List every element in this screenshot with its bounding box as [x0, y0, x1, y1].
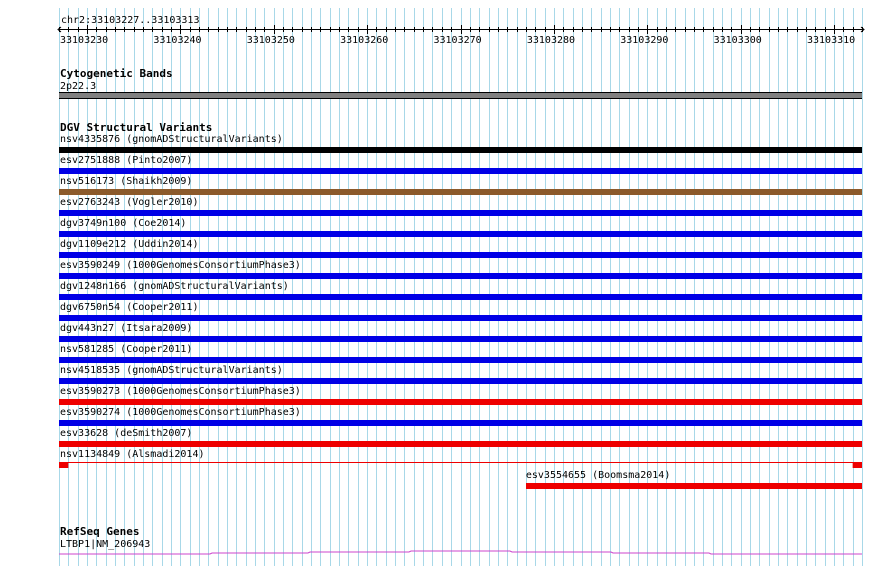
refseq-gene-line[interactable]: [0, 545, 890, 560]
dgv-feature-label: dgv6750n54 (Cooper2011): [60, 302, 199, 313]
dgv-feature-bar[interactable]: [59, 420, 862, 426]
dgv-feature-label: dgv1109e212 (Uddin2014): [60, 239, 199, 250]
ruler-tick-label: 33103260: [340, 35, 389, 46]
refseq-gene-label[interactable]: LTBP1|NM_206943: [60, 539, 151, 550]
dgv-feature-bar[interactable]: [59, 273, 862, 279]
dgv-feature-label: nsv581285 (Cooper2011): [60, 344, 193, 355]
ruler-tick-label: 33103230: [60, 35, 109, 46]
dgv-feature-bar[interactable]: [59, 441, 862, 447]
region-label: chr2:33103227..33103313: [61, 15, 200, 26]
dgv-feature-label: esv3590274 (1000GenomesConsortiumPhase3): [60, 407, 301, 418]
cytoband-label: 2p22.3: [60, 81, 97, 92]
ruler-tick-label: 33103250: [246, 35, 295, 46]
dgv-feature-label: nsv4518535 (gnomADStructuralVariants): [60, 365, 283, 376]
cytoband-bar[interactable]: [59, 92, 862, 99]
dgv-feature-bar[interactable]: [59, 315, 862, 321]
cytobands-track-title[interactable]: Cytogenetic Bands: [60, 67, 173, 80]
dgv-feature-label: dgv3749n100 (Coe2014): [60, 218, 187, 229]
ruler-tick-label: 33103280: [526, 35, 576, 46]
dgv-track-title[interactable]: DGV Structural Variants: [60, 121, 213, 134]
ruler-tick-label: 33103240: [153, 35, 202, 46]
dgv-feature-bar[interactable]: [0, 461, 890, 469]
dgv-feature-label: esv33628 (deSmith2007): [60, 428, 193, 439]
dgv-feature-bar[interactable]: [59, 147, 862, 153]
dgv-feature-bar[interactable]: [59, 357, 862, 363]
dgv-feature-label: esv3590249 (1000GenomesConsortiumPhase3): [60, 260, 301, 271]
dgv-feature-label: dgv443n27 (Itsara2009): [60, 323, 193, 334]
dgv-feature-label: nsv516173 (Shaikh2009): [60, 176, 193, 187]
dgv-feature-bar[interactable]: [59, 168, 862, 174]
dgv-feature-bar[interactable]: [59, 294, 862, 300]
dgv-feature-label: esv3590273 (1000GenomesConsortiumPhase3): [60, 386, 301, 397]
dgv-feature-bar[interactable]: [59, 399, 862, 405]
ruler-tick-label: 33103270: [433, 35, 482, 46]
dgv-feature-bar[interactable]: [59, 189, 862, 195]
dgv-feature-label: esv3554655 (Boomsma2014): [525, 470, 671, 481]
ruler-tick-label: 33103310: [806, 35, 856, 46]
dgv-feature-label: nsv4335876 (gnomADStructuralVariants): [60, 134, 283, 145]
dgv-feature-bar[interactable]: [59, 252, 862, 258]
dgv-feature-bar[interactable]: [59, 378, 862, 384]
dgv-feature-label: esv2751888 (Pinto2007): [60, 155, 193, 166]
dgv-feature-label: dgv1248n166 (gnomADStructuralVariants): [60, 281, 289, 292]
dgv-feature-bar[interactable]: [59, 336, 862, 342]
dgv-feature-bar[interactable]: [59, 231, 862, 237]
dgv-feature-label: esv2763243 (Vogler2010): [60, 197, 199, 208]
ruler-tick-label: 33103300: [713, 35, 762, 46]
dgv-feature-bar[interactable]: [526, 483, 862, 489]
ruler-tick-label: 33103290: [620, 35, 669, 46]
dgv-feature-label: nsv1134849 (Alsmadi2014): [60, 449, 205, 460]
dgv-feature-bar[interactable]: [59, 210, 862, 216]
refseq-track-title[interactable]: RefSeq Genes: [60, 525, 140, 538]
